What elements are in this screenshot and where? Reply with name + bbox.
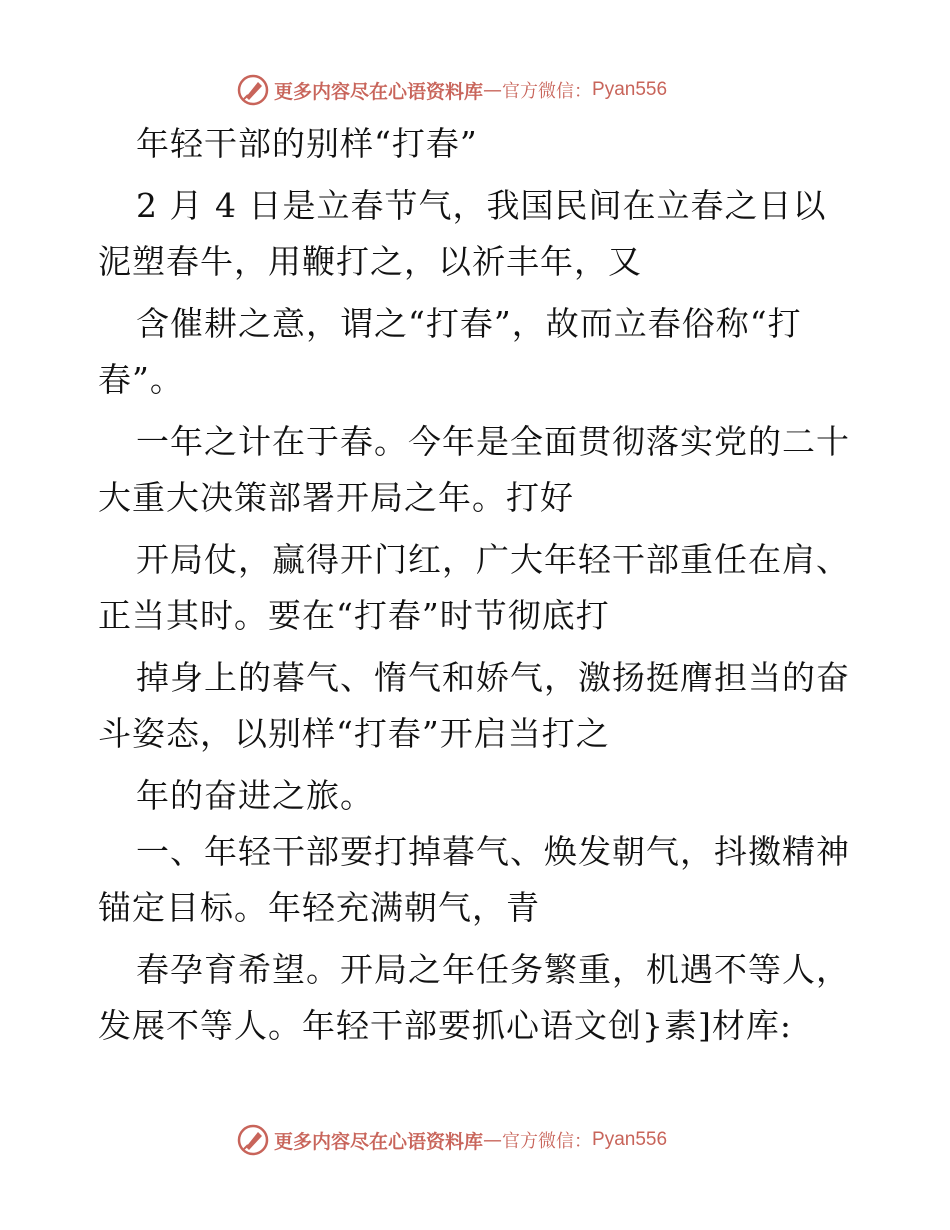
pen-nib-logo-icon — [236, 1123, 270, 1157]
watermark-wechat-label: 官方微信： — [502, 1131, 593, 1152]
text-line: 掉身上的暮气、惰气和娇气，激扬挺膺担当的奋 — [136, 658, 850, 697]
header-watermark — [236, 70, 667, 110]
text-line: 2 月 4 日是立春节气，我国民间在立春之日以 — [136, 186, 827, 225]
text-line: 正当其时。要在“打春”时节彻底打 — [98, 596, 610, 635]
text-line: 泥塑春牛，用鞭打之，以祈丰年，又 — [98, 242, 642, 281]
watermark-wechat-id: Pyan556 — [592, 79, 668, 100]
text-line: 大重大决策部署开局之年。打好 — [98, 478, 574, 517]
text-line: 含催耕之意，谓之“打春”，故而立春俗称“打 — [136, 304, 802, 343]
text-line: 发展不等人。年轻干部要抓心语文创}素]材库: — [98, 1006, 792, 1045]
watermark-brand-text: 更多内容尽在心语资料库 — [274, 80, 484, 103]
watermark-separator: — — [483, 79, 503, 101]
text-line: 开局仗，赢得开门红，广大年轻干部重任在肩、 — [136, 540, 850, 579]
text-line: 春孕育希望。开局之年任务繁重，机遇不等人， — [136, 950, 850, 989]
footer-watermark — [236, 1120, 667, 1160]
text-line: 一年之计在于春。今年是全面贯彻落实党的二十 — [136, 422, 850, 461]
document-title: 年轻干部的别样“打春” — [136, 124, 478, 163]
pen-nib-logo-icon — [236, 73, 270, 107]
text-line: 斗姿态，以别样“打春”开启当打之 — [98, 714, 610, 753]
watermark-wechat-id: Pyan556 — [592, 1129, 668, 1150]
text-line: 年的奋进之旅。 — [136, 776, 374, 815]
watermark-wechat-label: 官方微信： — [502, 81, 593, 102]
text-line: 锚定目标。年轻充满朝气，青 — [98, 888, 540, 927]
watermark-separator: — — [483, 1129, 503, 1151]
text-line: 春”。 — [98, 360, 184, 399]
watermark-brand-text: 更多内容尽在心语资料库 — [274, 1130, 484, 1153]
text-line: 一、年轻干部要打掉暮气、焕发朝气，抖擞精神 — [136, 832, 850, 871]
